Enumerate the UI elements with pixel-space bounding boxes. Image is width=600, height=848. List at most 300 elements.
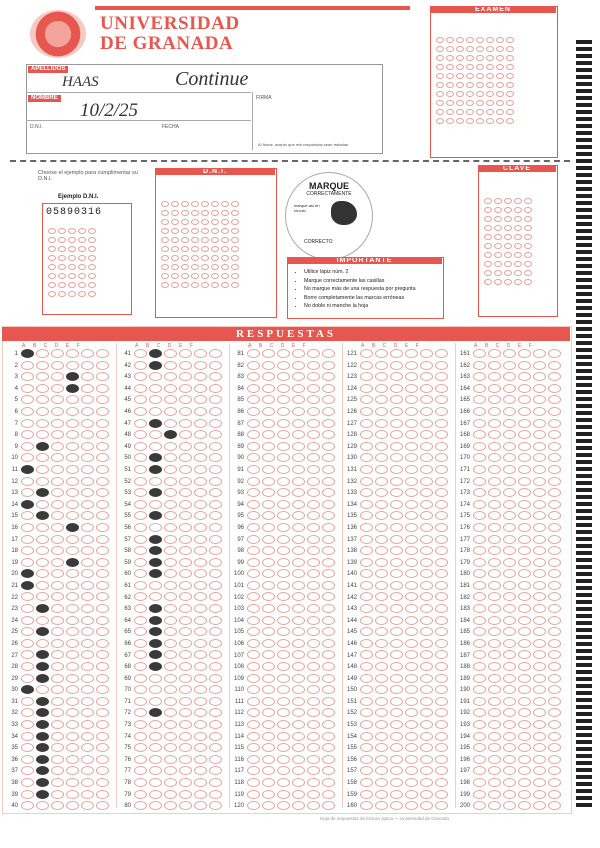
answer-bubble-f[interactable]: [209, 477, 222, 486]
answer-bubble-d[interactable]: [66, 650, 79, 659]
answer-bubble-c[interactable]: [51, 685, 64, 694]
answer-bubble-e[interactable]: [420, 604, 433, 613]
answer-bubble-e[interactable]: [307, 616, 320, 625]
bubble[interactable]: [221, 264, 229, 270]
answer-bubble-a[interactable]: [360, 755, 373, 764]
answer-bubble-a[interactable]: [247, 790, 260, 799]
answer-bubble-c[interactable]: [277, 500, 290, 509]
bubble[interactable]: [211, 264, 219, 270]
answer-bubble-a[interactable]: [360, 662, 373, 671]
answer-bubble-c[interactable]: [390, 732, 403, 741]
bubble[interactable]: [88, 228, 96, 234]
answer-bubble-a[interactable]: [134, 419, 147, 428]
answer-bubble-d[interactable]: [292, 755, 305, 764]
answer-bubble-c[interactable]: [390, 546, 403, 555]
answer-bubble-a[interactable]: [134, 558, 147, 567]
answer-bubble-f[interactable]: [548, 801, 561, 810]
bubble[interactable]: [496, 100, 504, 106]
answer-bubble-b[interactable]: [488, 453, 501, 462]
answer-bubble-f[interactable]: [322, 732, 335, 741]
answer-bubble-b[interactable]: [36, 581, 49, 590]
answer-bubble-b[interactable]: [375, 442, 388, 451]
answer-bubble-b[interactable]: [36, 592, 49, 601]
answer-bubble-d[interactable]: [66, 477, 79, 486]
answer-bubble-b[interactable]: [488, 685, 501, 694]
bubble[interactable]: [78, 273, 86, 279]
answer-bubble-e[interactable]: [533, 604, 546, 613]
answer-bubble-d[interactable]: [518, 790, 531, 799]
answer-bubble-b[interactable]: [149, 801, 162, 810]
answer-bubble-c[interactable]: [51, 523, 64, 532]
answer-bubble-b[interactable]: [375, 384, 388, 393]
answer-bubble-b[interactable]: [488, 511, 501, 520]
answer-bubble-b[interactable]: [375, 511, 388, 520]
answer-bubble-f[interactable]: [548, 453, 561, 462]
answer-bubble-d[interactable]: [518, 569, 531, 578]
bubble[interactable]: [231, 219, 239, 225]
bubble[interactable]: [496, 64, 504, 70]
answer-bubble-b[interactable]: [149, 523, 162, 532]
bubble[interactable]: [504, 234, 512, 240]
answer-bubble-e[interactable]: [194, 453, 207, 462]
bubble[interactable]: [496, 82, 504, 88]
answer-bubble-e[interactable]: [420, 372, 433, 381]
answer-bubble-d[interactable]: [179, 662, 192, 671]
answer-bubble-c[interactable]: [503, 766, 516, 775]
answer-bubble-f[interactable]: [209, 407, 222, 416]
bubble[interactable]: [456, 55, 464, 61]
answer-bubble-f[interactable]: [435, 581, 448, 590]
bubble[interactable]: [171, 201, 179, 207]
answer-bubble-f[interactable]: [209, 778, 222, 787]
answer-bubble-a[interactable]: [247, 778, 260, 787]
answer-bubble-f[interactable]: [96, 477, 109, 486]
answer-bubble-a[interactable]: [247, 407, 260, 416]
answer-bubble-e[interactable]: [420, 407, 433, 416]
answer-bubble-c[interactable]: [390, 766, 403, 775]
answer-bubble-a[interactable]: [360, 442, 373, 451]
answer-bubble-f[interactable]: [322, 558, 335, 567]
answer-bubble-c[interactable]: [51, 616, 64, 625]
answer-bubble-b[interactable]: [488, 395, 501, 404]
answer-bubble-a[interactable]: [473, 500, 486, 509]
answer-bubble-e[interactable]: [420, 442, 433, 451]
bubble[interactable]: [221, 237, 229, 243]
answer-bubble-d[interactable]: [179, 395, 192, 404]
answer-bubble-c[interactable]: [390, 372, 403, 381]
bubble[interactable]: [221, 246, 229, 252]
bubble[interactable]: [191, 228, 199, 234]
answer-bubble-a[interactable]: [473, 407, 486, 416]
bubble[interactable]: [504, 216, 512, 222]
answer-bubble-f[interactable]: [209, 627, 222, 636]
answer-bubble-f[interactable]: [209, 685, 222, 694]
bubble[interactable]: [231, 264, 239, 270]
answer-bubble-b[interactable]: [149, 685, 162, 694]
answer-bubble-c[interactable]: [51, 395, 64, 404]
bubble[interactable]: [191, 282, 199, 288]
answer-bubble-a[interactable]: [21, 384, 34, 393]
answer-bubble-a[interactable]: [473, 361, 486, 370]
answer-bubble-b[interactable]: [149, 604, 162, 613]
answer-bubble-d[interactable]: [518, 674, 531, 683]
answer-bubble-a[interactable]: [21, 685, 34, 694]
answer-bubble-f[interactable]: [548, 592, 561, 601]
answer-bubble-d[interactable]: [292, 708, 305, 717]
answer-bubble-b[interactable]: [262, 592, 275, 601]
answer-bubble-c[interactable]: [51, 500, 64, 509]
answer-bubble-e[interactable]: [420, 697, 433, 706]
answer-bubble-a[interactable]: [360, 511, 373, 520]
answer-bubble-d[interactable]: [405, 743, 418, 752]
answer-bubble-e[interactable]: [533, 616, 546, 625]
bubble[interactable]: [181, 255, 189, 261]
answer-bubble-f[interactable]: [548, 361, 561, 370]
answer-bubble-c[interactable]: [164, 453, 177, 462]
answer-bubble-d[interactable]: [66, 639, 79, 648]
answer-bubble-e[interactable]: [533, 685, 546, 694]
answer-bubble-f[interactable]: [96, 419, 109, 428]
answer-bubble-c[interactable]: [503, 662, 516, 671]
answer-bubble-a[interactable]: [473, 708, 486, 717]
answer-bubble-b[interactable]: [36, 801, 49, 810]
answer-bubble-c[interactable]: [51, 639, 64, 648]
answer-bubble-a[interactable]: [134, 604, 147, 613]
answer-bubble-c[interactable]: [503, 685, 516, 694]
answer-bubble-e[interactable]: [194, 395, 207, 404]
answer-bubble-f[interactable]: [435, 627, 448, 636]
answer-bubble-a[interactable]: [21, 581, 34, 590]
answer-bubble-d[interactable]: [292, 558, 305, 567]
answer-bubble-f[interactable]: [209, 349, 222, 358]
bubble[interactable]: [446, 118, 454, 124]
answer-bubble-f[interactable]: [322, 511, 335, 520]
bubble[interactable]: [78, 246, 86, 252]
answer-bubble-b[interactable]: [375, 627, 388, 636]
answer-bubble-e[interactable]: [81, 477, 94, 486]
answer-bubble-e[interactable]: [420, 755, 433, 764]
answer-bubble-f[interactable]: [209, 755, 222, 764]
answer-bubble-f[interactable]: [96, 604, 109, 613]
answer-bubble-e[interactable]: [307, 627, 320, 636]
answer-bubble-f[interactable]: [435, 766, 448, 775]
clave-grid[interactable]: [478, 165, 558, 317]
answer-bubble-e[interactable]: [194, 546, 207, 555]
answer-bubble-a[interactable]: [473, 662, 486, 671]
answer-bubble-f[interactable]: [209, 511, 222, 520]
bubble[interactable]: [524, 216, 532, 222]
bubble[interactable]: [181, 282, 189, 288]
answer-bubble-c[interactable]: [51, 477, 64, 486]
answer-bubble-f[interactable]: [322, 372, 335, 381]
bubble[interactable]: [436, 64, 444, 70]
answer-bubble-e[interactable]: [533, 801, 546, 810]
answer-bubble-a[interactable]: [247, 442, 260, 451]
answer-bubble-b[interactable]: [375, 430, 388, 439]
answer-bubble-f[interactable]: [548, 778, 561, 787]
answer-bubble-e[interactable]: [307, 488, 320, 497]
answer-bubble-a[interactable]: [21, 558, 34, 567]
answer-bubble-e[interactable]: [194, 372, 207, 381]
answer-bubble-a[interactable]: [134, 581, 147, 590]
answer-bubble-c[interactable]: [390, 500, 403, 509]
answer-bubble-e[interactable]: [194, 685, 207, 694]
answer-bubble-e[interactable]: [194, 616, 207, 625]
answer-bubble-d[interactable]: [179, 442, 192, 451]
answer-bubble-d[interactable]: [405, 569, 418, 578]
answer-bubble-c[interactable]: [164, 801, 177, 810]
answer-bubble-d[interactable]: [292, 535, 305, 544]
bubble[interactable]: [78, 237, 86, 243]
answer-bubble-b[interactable]: [262, 477, 275, 486]
answer-bubble-b[interactable]: [149, 708, 162, 717]
answer-bubble-b[interactable]: [488, 604, 501, 613]
bubble[interactable]: [181, 201, 189, 207]
answer-bubble-d[interactable]: [518, 546, 531, 555]
answer-bubble-a[interactable]: [247, 755, 260, 764]
answer-bubble-a[interactable]: [134, 674, 147, 683]
answer-bubble-a[interactable]: [360, 488, 373, 497]
answer-bubble-f[interactable]: [96, 546, 109, 555]
answer-bubble-e[interactable]: [307, 569, 320, 578]
answer-bubble-b[interactable]: [36, 546, 49, 555]
answer-bubble-e[interactable]: [420, 569, 433, 578]
answer-bubble-c[interactable]: [277, 349, 290, 358]
answer-bubble-c[interactable]: [277, 755, 290, 764]
answer-bubble-d[interactable]: [66, 511, 79, 520]
answer-bubble-c[interactable]: [51, 488, 64, 497]
answer-bubble-c[interactable]: [51, 743, 64, 752]
answer-bubble-d[interactable]: [518, 581, 531, 590]
answer-bubble-f[interactable]: [322, 569, 335, 578]
answer-bubble-e[interactable]: [420, 592, 433, 601]
answer-bubble-a[interactable]: [473, 732, 486, 741]
answer-bubble-f[interactable]: [322, 477, 335, 486]
answer-bubble-d[interactable]: [405, 442, 418, 451]
bubble[interactable]: [514, 234, 522, 240]
bubble[interactable]: [486, 118, 494, 124]
answer-bubble-b[interactable]: [488, 488, 501, 497]
bubble[interactable]: [161, 237, 169, 243]
answer-bubble-b[interactable]: [488, 639, 501, 648]
answer-bubble-f[interactable]: [322, 442, 335, 451]
bubble[interactable]: [524, 225, 532, 231]
answer-bubble-d[interactable]: [405, 511, 418, 520]
bubble[interactable]: [494, 207, 502, 213]
answer-bubble-a[interactable]: [247, 639, 260, 648]
answer-bubble-c[interactable]: [503, 488, 516, 497]
answer-bubble-d[interactable]: [179, 349, 192, 358]
answer-bubble-c[interactable]: [390, 407, 403, 416]
answer-bubble-b[interactable]: [149, 465, 162, 474]
answer-bubble-f[interactable]: [435, 430, 448, 439]
answer-bubble-f[interactable]: [209, 697, 222, 706]
answer-bubble-b[interactable]: [488, 790, 501, 799]
bubble[interactable]: [456, 73, 464, 79]
answer-bubble-d[interactable]: [405, 419, 418, 428]
answer-bubble-b[interactable]: [149, 639, 162, 648]
answer-bubble-a[interactable]: [360, 674, 373, 683]
answer-bubble-d[interactable]: [66, 778, 79, 787]
answer-bubble-d[interactable]: [66, 743, 79, 752]
answer-bubble-e[interactable]: [194, 384, 207, 393]
bubble[interactable]: [231, 210, 239, 216]
answer-bubble-f[interactable]: [209, 384, 222, 393]
answer-bubble-c[interactable]: [277, 650, 290, 659]
answer-bubble-f[interactable]: [548, 708, 561, 717]
bubble[interactable]: [211, 210, 219, 216]
answer-bubble-d[interactable]: [66, 488, 79, 497]
bubble[interactable]: [514, 279, 522, 285]
bubble[interactable]: [48, 228, 56, 234]
answer-bubble-e[interactable]: [307, 720, 320, 729]
answer-bubble-a[interactable]: [21, 790, 34, 799]
answer-bubble-b[interactable]: [488, 766, 501, 775]
answer-bubble-c[interactable]: [164, 384, 177, 393]
answer-bubble-d[interactable]: [405, 697, 418, 706]
bubble[interactable]: [466, 91, 474, 97]
answer-bubble-d[interactable]: [66, 790, 79, 799]
bubble[interactable]: [486, 46, 494, 52]
answer-bubble-b[interactable]: [149, 790, 162, 799]
answer-bubble-c[interactable]: [51, 627, 64, 636]
answer-bubble-e[interactable]: [420, 790, 433, 799]
answer-bubble-f[interactable]: [548, 604, 561, 613]
answer-bubble-c[interactable]: [503, 708, 516, 717]
bubble[interactable]: [466, 100, 474, 106]
answer-bubble-e[interactable]: [533, 708, 546, 717]
answer-bubble-b[interactable]: [375, 523, 388, 532]
answer-bubble-c[interactable]: [51, 801, 64, 810]
answer-bubble-c[interactable]: [164, 650, 177, 659]
answer-bubble-b[interactable]: [149, 674, 162, 683]
answer-bubble-c[interactable]: [390, 708, 403, 717]
bubble[interactable]: [201, 255, 209, 261]
answer-bubble-f[interactable]: [209, 732, 222, 741]
answer-bubble-c[interactable]: [503, 650, 516, 659]
answer-bubble-b[interactable]: [488, 801, 501, 810]
answer-bubble-c[interactable]: [164, 465, 177, 474]
answer-bubble-c[interactable]: [503, 384, 516, 393]
answer-bubble-c[interactable]: [277, 535, 290, 544]
answer-bubble-a[interactable]: [247, 523, 260, 532]
answer-bubble-f[interactable]: [435, 674, 448, 683]
answer-bubble-a[interactable]: [360, 477, 373, 486]
answer-bubble-e[interactable]: [81, 766, 94, 775]
answer-bubble-c[interactable]: [51, 662, 64, 671]
answer-bubble-c[interactable]: [164, 790, 177, 799]
answer-bubble-c[interactable]: [390, 790, 403, 799]
answer-bubble-c[interactable]: [390, 511, 403, 520]
answer-bubble-b[interactable]: [488, 569, 501, 578]
answer-bubble-b[interactable]: [149, 372, 162, 381]
answer-bubble-d[interactable]: [518, 407, 531, 416]
bubble[interactable]: [506, 118, 514, 124]
answer-bubble-b[interactable]: [262, 604, 275, 613]
answer-bubble-a[interactable]: [473, 720, 486, 729]
answer-bubble-c[interactable]: [51, 674, 64, 683]
bubble[interactable]: [231, 201, 239, 207]
bubble[interactable]: [211, 237, 219, 243]
bubble[interactable]: [161, 246, 169, 252]
answer-bubble-b[interactable]: [488, 384, 501, 393]
bubble[interactable]: [484, 234, 492, 240]
answer-bubble-a[interactable]: [473, 453, 486, 462]
answer-bubble-a[interactable]: [473, 650, 486, 659]
answer-bubble-c[interactable]: [51, 650, 64, 659]
answer-bubble-e[interactable]: [81, 523, 94, 532]
answer-bubble-e[interactable]: [307, 755, 320, 764]
answer-bubble-a[interactable]: [21, 604, 34, 613]
answer-bubble-e[interactable]: [81, 372, 94, 381]
answer-bubble-a[interactable]: [21, 546, 34, 555]
answer-bubble-f[interactable]: [435, 465, 448, 474]
answer-bubble-e[interactable]: [194, 569, 207, 578]
answer-bubble-d[interactable]: [405, 778, 418, 787]
answer-bubble-c[interactable]: [503, 674, 516, 683]
answer-bubble-f[interactable]: [322, 349, 335, 358]
answer-bubble-a[interactable]: [473, 384, 486, 393]
answer-bubble-d[interactable]: [292, 650, 305, 659]
answer-bubble-c[interactable]: [503, 581, 516, 590]
answer-bubble-d[interactable]: [66, 604, 79, 613]
answer-bubble-d[interactable]: [518, 685, 531, 694]
answer-bubble-e[interactable]: [194, 442, 207, 451]
bubble[interactable]: [78, 291, 86, 297]
answer-bubble-e[interactable]: [533, 465, 546, 474]
answer-bubble-a[interactable]: [247, 477, 260, 486]
answer-bubble-c[interactable]: [51, 384, 64, 393]
bubble[interactable]: [496, 73, 504, 79]
bubble[interactable]: [68, 264, 76, 270]
answer-bubble-f[interactable]: [209, 558, 222, 567]
answer-bubble-b[interactable]: [488, 732, 501, 741]
answer-bubble-d[interactable]: [66, 685, 79, 694]
answer-bubble-d[interactable]: [66, 627, 79, 636]
answer-bubble-e[interactable]: [307, 361, 320, 370]
answer-bubble-d[interactable]: [292, 395, 305, 404]
bubble[interactable]: [48, 264, 56, 270]
answer-bubble-d[interactable]: [179, 465, 192, 474]
answer-bubble-e[interactable]: [420, 674, 433, 683]
answer-bubble-b[interactable]: [149, 662, 162, 671]
answer-bubble-c[interactable]: [390, 778, 403, 787]
answer-bubble-b[interactable]: [375, 650, 388, 659]
answer-bubble-a[interactable]: [473, 639, 486, 648]
bubble[interactable]: [504, 261, 512, 267]
answer-bubble-f[interactable]: [548, 732, 561, 741]
answer-bubble-c[interactable]: [277, 720, 290, 729]
bubble[interactable]: [506, 64, 514, 70]
answer-bubble-b[interactable]: [262, 674, 275, 683]
answer-bubble-b[interactable]: [488, 430, 501, 439]
answer-bubble-b[interactable]: [262, 650, 275, 659]
answer-bubble-c[interactable]: [390, 523, 403, 532]
answer-bubble-c[interactable]: [503, 627, 516, 636]
bubble[interactable]: [476, 82, 484, 88]
bubble[interactable]: [58, 228, 66, 234]
answer-bubble-f[interactable]: [548, 372, 561, 381]
answer-bubble-a[interactable]: [21, 569, 34, 578]
answer-bubble-b[interactable]: [488, 674, 501, 683]
answer-bubble-c[interactable]: [164, 569, 177, 578]
answer-bubble-a[interactable]: [134, 592, 147, 601]
answer-bubble-d[interactable]: [405, 627, 418, 636]
answer-bubble-a[interactable]: [247, 349, 260, 358]
answer-bubble-e[interactable]: [194, 349, 207, 358]
answer-bubble-f[interactable]: [96, 407, 109, 416]
answer-bubble-c[interactable]: [390, 442, 403, 451]
